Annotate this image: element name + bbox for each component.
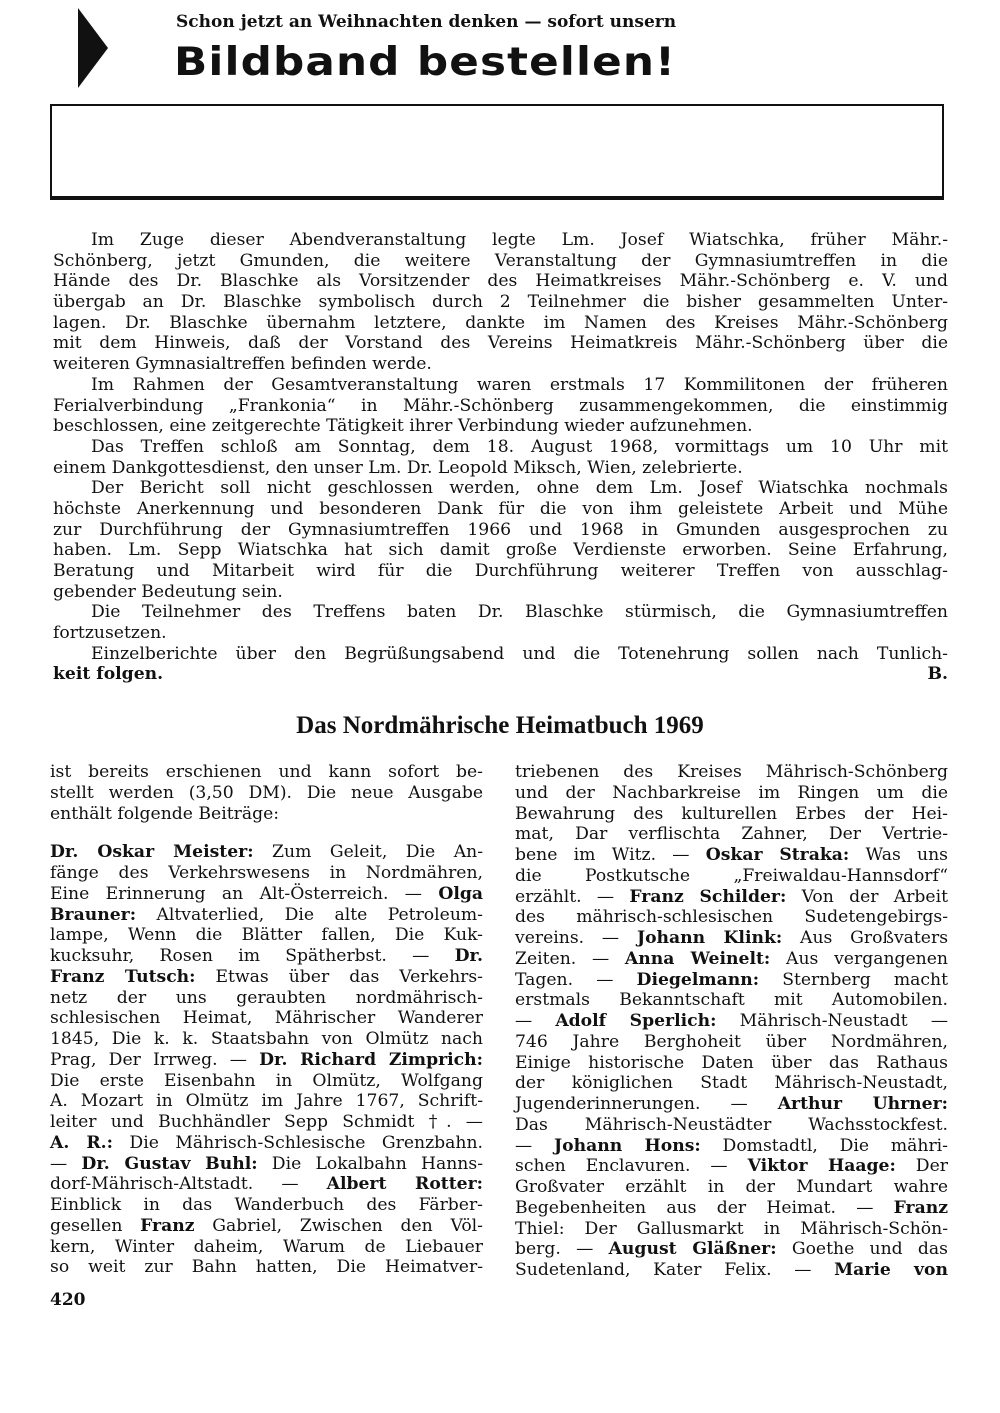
ad-headline: Bildband bestellen! (174, 40, 677, 85)
text-line: Brauner: Altvaterlied, Die alte Petroleum- (50, 904, 483, 925)
text-line: Das Mährisch-Neustädter Wachsstockfest. (515, 1114, 948, 1135)
text-line: A. R.: Die Mährisch-Schlesische Grenzbahn. (50, 1132, 484, 1153)
text-line: vereins. — Johann Klink: Aus Großvaters (515, 928, 949, 948)
text-line: haben. Lm. Sepp Wiatschka hat sich damit große Verdienste erworben. Seine Erfahrung, (53, 540, 948, 561)
author-name: Franz Tutsch: (50, 966, 196, 987)
text-line: Großvater erzählt in der Mundart wahre (515, 1177, 948, 1197)
author-name: Marie von (834, 1260, 948, 1280)
text-line: mit dem Hinweis, daß der Vorstand des Vereins Heimatkreis Mähr.-Schönberg über die (53, 333, 948, 354)
text-line: des mährisch-schlesischen Sudetengebirgs- (515, 907, 948, 928)
text-line: — Adolf Sperlich: Mährisch-Neustadt — (515, 1011, 949, 1031)
text-line: Einzelberichte über den Begrüßungsabend und die Totenehrung sollen nach Tunlich- (91, 643, 948, 664)
author-name: Dr. Gustav Buhl: (81, 1153, 258, 1174)
text-line: Jugenderinnerungen. — Arthur Uhrner: (515, 1094, 948, 1114)
text-line: Im Zuge dieser Abendveranstaltung legte Lm. Josef Wiatschka, früher Mähr.- (91, 230, 948, 250)
text-line: einem Dankgottesdienst, den unser Lm. Dr. Leopold Miksch, Wien, zelebrierte. (53, 457, 743, 478)
text-line: beschlossen, eine zeitgerechte Tätigkeit ihrer Verbindung wieder aufzunehmen. (53, 416, 753, 437)
author-name: Viktor Haage: (747, 1156, 896, 1177)
text-line: Die Teilnehmer des Treffens baten Dr. Blaschke stürmisch, die Gymnasiumtreffen (91, 602, 948, 623)
text-line: kucksuhr, Rosen im Spätherbst. — Dr. (50, 946, 483, 966)
text-line: Hände des Dr. Blaschke als Vorsitzender des Heimatkreises Mähr.-Schönberg e. V. und (53, 271, 948, 292)
text-line: 746 Jahre Berghoheit über Nordmähren, (515, 1031, 948, 1052)
text-line: die Postkutsche „Freiwaldau-Hannsdorf“ (515, 865, 948, 886)
text-line: Schönberg, jetzt Gmunden, die weitere Veranstaltung der Gymnasiumtreffen in die (53, 250, 948, 271)
text-line: enthält folgende Beiträge: (50, 803, 280, 824)
author-name: Johann Hons: (553, 1135, 701, 1156)
author-signature: B. (927, 664, 948, 685)
text-line: schen Enclavuren. — Viktor Haage: Der (515, 1156, 948, 1177)
text-line: Das Treffen schloß am Sonntag, dem 18. August 1968, vormittags um 10 Uhr mit (91, 436, 948, 457)
author-name: Anna Weinelt: (624, 948, 771, 969)
text-line: leiter und Buchhändler Sepp Schmidt †. — (50, 1112, 483, 1132)
author-name: Olga (438, 883, 483, 904)
text-line: gesellen Franz Gabriel, Zwischen den Völ- (50, 1215, 483, 1236)
text-line: lagen. Dr. Blaschke übernahm letztere, dankte im Namen des Kreises Mähr.-Schönberg (53, 312, 948, 333)
paragraph-gap (50, 824, 483, 842)
author-name: Dr. Richard Zimprich: (259, 1049, 483, 1070)
author-name: Johann Klink: (636, 928, 783, 948)
report-closing-line (53, 664, 948, 685)
author-name: Franz Schilder: (629, 886, 787, 907)
text-line: so weit zur Bahn hatten, Die Heimatver- (50, 1257, 483, 1278)
text-line: erzählt. — Franz Schilder: Von der Arbeit (515, 886, 948, 907)
text-line: schlesischen Heimat, Mährischer Wanderer (50, 1008, 483, 1029)
book-column-right (515, 762, 948, 1281)
text-line: — Dr. Gustav Buhl: Die Lokalbahn Hanns- (50, 1153, 484, 1174)
text-line: Im Rahmen der Gesamtveranstaltung waren erstmals 17 Kommilitonen der früheren (91, 374, 948, 395)
text-line: Beratung und Mitarbeit wird für die Durchführung weiterer Treffen von ausschlag- (53, 561, 948, 581)
text-line: Einige historische Daten über das Rathaus (515, 1052, 948, 1073)
author-name: Dr. (454, 946, 483, 966)
author-name: Oskar Straka: (705, 845, 850, 865)
text-line: dorf-Mährisch-Altstadt. — Albert Rotter: (50, 1174, 483, 1195)
text-line: Bewahrung des kulturellen Erbes der Hei- (515, 803, 948, 824)
text-line: Thiel: Der Gallusmarkt in Mährisch-Schön- (515, 1218, 948, 1239)
book-section-title: Das Nordmährische Heimatbuch 1969 (296, 712, 704, 739)
ad-subtitle: Schon jetzt an Weihnachten denken — sofort unsern (176, 12, 677, 32)
text-line: Die erste Eisenbahn in Olmütz, Wolfgang (50, 1070, 483, 1091)
text-line: kern, Winter daheim, Warum de Liebauer (50, 1236, 483, 1257)
author-name: Arthur Uhrner: (777, 1094, 948, 1114)
text-line: — Johann Hons: Domstadtl, Die mähri- (515, 1135, 948, 1156)
author-name: August Gläßner: (608, 1239, 777, 1260)
author-name: A. R.: (50, 1132, 113, 1153)
text-line: zur Durchführung der Gymnasiumtreffen 1966 und 1968 in Gmunden ausgesprochen zu (53, 519, 948, 540)
text-line: und der Nachbarkreise im Ringen um die (515, 782, 948, 803)
author-name: Dr. Oskar Meister: (50, 842, 254, 863)
text-line: Begebenheiten aus der Heimat. — Franz (515, 1197, 948, 1218)
text-line: höchste Anerkennung und besonderen Dank für die von ihm geleistete Arbeit und Mühe (53, 498, 948, 519)
text-line: Einblick in das Wanderbuch des Färber- (50, 1195, 483, 1215)
text-line: lampe, Wenn die Blätter fallen, Die Kuk- (50, 925, 483, 946)
author-name: Franz (140, 1215, 195, 1236)
author-name: Albert Rotter: (326, 1174, 483, 1195)
author-name: Diegelmann: (636, 969, 760, 990)
text-line: netz der uns geraubten nordmährisch- (50, 987, 483, 1008)
text-line: der königlichen Stadt Mährisch-Neustadt, (515, 1073, 948, 1094)
author-name: Adolf Sperlich: (555, 1011, 717, 1031)
text-line: 1845, Die k. k. Staatsbahn von Olmütz nach (50, 1029, 483, 1049)
text-line: fortzusetzen. (53, 623, 167, 644)
arrow-right-icon (78, 8, 108, 88)
report-text (53, 230, 948, 685)
text-line: Tagen. — Diegelmann: Sternberg macht (515, 969, 949, 990)
text-line: gebender Bedeutung sein. (53, 581, 283, 602)
text-line: mat, Dar verflischta Zahner, Der Vertrie- (515, 824, 948, 845)
text-line: triebenen des Kreises Mährisch-Schönberg (515, 762, 948, 782)
text-line: Prag, Der Irrweg. — Dr. Richard Zimprich: (50, 1049, 483, 1070)
book-column-left (50, 762, 483, 1278)
text-line: Eine Erinnerung an Alt-Österreich. — Olga (50, 883, 483, 904)
text-line: ist bereits erschienen und kann sofort be- (50, 762, 483, 782)
author-name: Brauner: (50, 904, 137, 925)
text-line: Franz Tutsch: Etwas über das Verkehrs- (50, 966, 483, 987)
text-line: berg. — August Gläßner: Goethe und das (515, 1239, 948, 1260)
text-line: stellt werden (3,50 DM). Die neue Ausgabe (50, 782, 483, 803)
text-line: Ferialverbindung „Frankonia“ in Mähr.-Schönberg zusammengekommen, die einstimmig (53, 395, 948, 416)
text-line: Der Bericht soll nicht geschlossen werden, ohne dem Lm. Josef Wiatschka nochmals (91, 478, 948, 499)
text-line: Dr. Oskar Meister: Zum Geleit, Die An- (50, 842, 483, 863)
text-line: bene im Witz. — Oskar Straka: Was uns (515, 845, 949, 865)
final-line: keit folgen. (53, 664, 164, 685)
text-line: A. Mozart in Olmütz im Jahre 1767, Schrift- (50, 1091, 483, 1112)
text-line: übergab an Dr. Blaschke symbolisch durch 2 Teilnehmer die bisher gesammelten Unter- (53, 292, 948, 313)
text-line: Sudetenland, Kater Felix. — Marie von (515, 1260, 948, 1280)
page-number: 420 (50, 1290, 86, 1310)
advertisement-box (50, 104, 944, 200)
text-line: Zeiten. — Anna Weinelt: Aus vergangenen (515, 948, 948, 969)
text-line: weiteren Gymnasialtreffen befinden werde. (53, 354, 432, 375)
text-line: erstmals Bekanntschaft mit Automobilen. (515, 990, 948, 1011)
text-line: fänge des Verkehrswesens in Nordmähren, (50, 863, 483, 883)
author-name: Franz (893, 1197, 948, 1218)
